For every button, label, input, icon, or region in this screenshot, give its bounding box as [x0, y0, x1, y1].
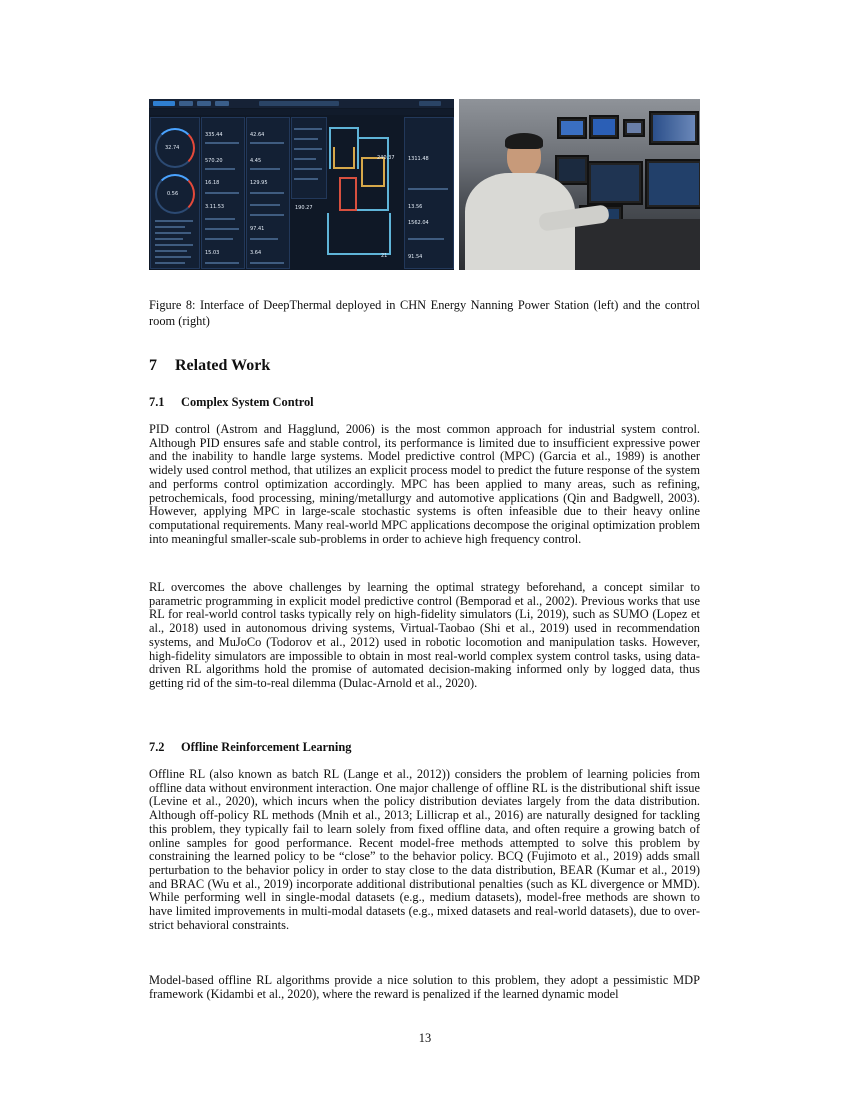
readout-3: 240.37 — [377, 155, 395, 161]
readout-8: 129.95 — [250, 180, 268, 186]
readout-13: 21 — [381, 253, 388, 259]
paragraph-offline-rl: Offline RL (also known as batch RL (Lange et al., 2012)) considers the problem of learning policies from offline data without environment interaction. One major challenge of offline RL is the distributional shift issue (Levine et al., 2020), which incurs when the policy distribution deviates largely from the data distribution. Although off-policy RL methods (Mnih et al., 2013; Lillicrap et al., 2016) are naturally designed for tackling this problem, they typically fail to learn solely from fixed offline data, and often require a growing batch of online samples for good performance. Recent model-free methods attempted to solve this problem by constraining the learned policy to be “close” to the behavior policy. BCQ (Fujimoto et al., 2019) adds small perturbation to the behavior policy in order to stay close to the data distribution, BEAR (Kumar et al., 2019) and BRAC (Wu et al., 2019) incorporate additional distributional penalties (such as KL divergence or MMD). While performing well in single-modal datasets (e.g., medium datasets), model-free methods are shown to have limited improvements in multi-modal datasets (e.g., mixed datasets and real-world datasets), due to over-strict behavioral constraints. — [149, 767, 700, 932]
readout-16: 13.56 — [408, 204, 423, 210]
section-heading — [149, 357, 270, 375]
paragraph-rl-simulators: RL overcomes the above challenges by learning the optimal strategy beforehand, a concept similar to parametric programming in explicit model predictive control (Bemporad et al., 2002). Previous works that use RL for real-world control tasks typically rely on high-fidelity simulators (Li, 2019), such as SUMO (Lopez et al., 2018) used in autonomous driving systems, Virtual-Taobao (Shi et al., 2019) used in recommendation systems, and MuJoCo (Todorov et al., 2012) used in robotic locomotion and manipulation tasks. However, high-fidelity simulators are impossible to obtain in most real-world complex system control tasks, using data-driven RL algorithms hold the promise of automated decision-making informed only by logged data, thus getting rid of the sim-to-real dilemma (Dulac-Arnold et al., 2020). — [149, 580, 700, 690]
subsection-title: Offline Reinforcement Learning — [181, 740, 352, 754]
page-number: 13 — [418, 1031, 432, 1045]
readout-1: 335.44 — [205, 132, 223, 138]
figure-8 — [149, 99, 700, 270]
subsection-title: Complex System Control — [181, 395, 314, 409]
section-number: 7 — [149, 357, 157, 374]
subsection-number: 7.2 — [149, 740, 165, 754]
gauge-1-value: 32.74 — [165, 145, 180, 151]
readout-11: 15.03 — [205, 250, 220, 256]
readout-14: 91.54 — [408, 254, 423, 260]
subsection-heading-7-2 — [149, 740, 351, 755]
readout-15: 1562.04 — [408, 220, 429, 226]
readout-panel-b — [246, 117, 290, 269]
readout-7: 16.18 — [205, 180, 220, 186]
readout-4: 1311.48 — [408, 156, 429, 162]
paragraph-pid-mpc: PID control (Astrom and Hagglund, 2006) is the most common approach for industrial system control. Although PID ensures safe and stable control, its performance is limited due to insufficient expressive power and the inability to handle large systems. Model predictive control (MPC) (Garcia et al., 1989) is another widely used control method, that utilizes an explicit process model to predict the future response of the system and performs control optimization accordingly. MPC has been applied to many areas, such as refining, petrochemicals, food processing, mining/metallurgy and automotive applications (Qin and Badgwell, 2003). However, applying MPC in large-scale stochastic systems is often infeasible due to their heavy online computational requirements. Many real-world MPC applications decompose the original optimization problem into meaningful smaller-scale sub-problems in order to achieve high frequency control. — [149, 422, 700, 546]
subsection-heading-7-1 — [149, 395, 314, 410]
readout-panel-a — [201, 117, 245, 269]
deepthermal-interface-image — [149, 99, 454, 270]
readout-6: 4.45 — [250, 158, 262, 164]
process-diagram — [291, 117, 401, 267]
readout-5: 570.20 — [205, 158, 223, 164]
subsection-number: 7.1 — [149, 395, 165, 409]
readout-12: 3.64 — [250, 250, 262, 256]
readout-panel-c — [404, 117, 454, 269]
readout-10: 97.41 — [250, 226, 265, 232]
gauge-panel — [150, 117, 200, 269]
figure-caption: Figure 8: Interface of DeepThermal deployed in CHN Energy Nanning Power Station (left) and the control room (right) — [149, 298, 700, 328]
readout-9: 3.11.53 — [205, 204, 225, 210]
dashboard-top-bar — [149, 99, 454, 108]
gauge-2-value: 0.56 — [167, 191, 179, 197]
readout-17: 190.27 — [295, 205, 313, 211]
section-title-text: Related Work — [175, 357, 271, 374]
control-room-photo — [459, 99, 700, 270]
readout-2: 42.64 — [250, 132, 265, 138]
paragraph-model-based: Model-based offline RL algorithms provide a nice solution to this problem, they adopt a pessimistic MDP framework (Kidambi et al., 2020), where the reward is penalized if the learned dynamic model — [149, 973, 700, 1001]
